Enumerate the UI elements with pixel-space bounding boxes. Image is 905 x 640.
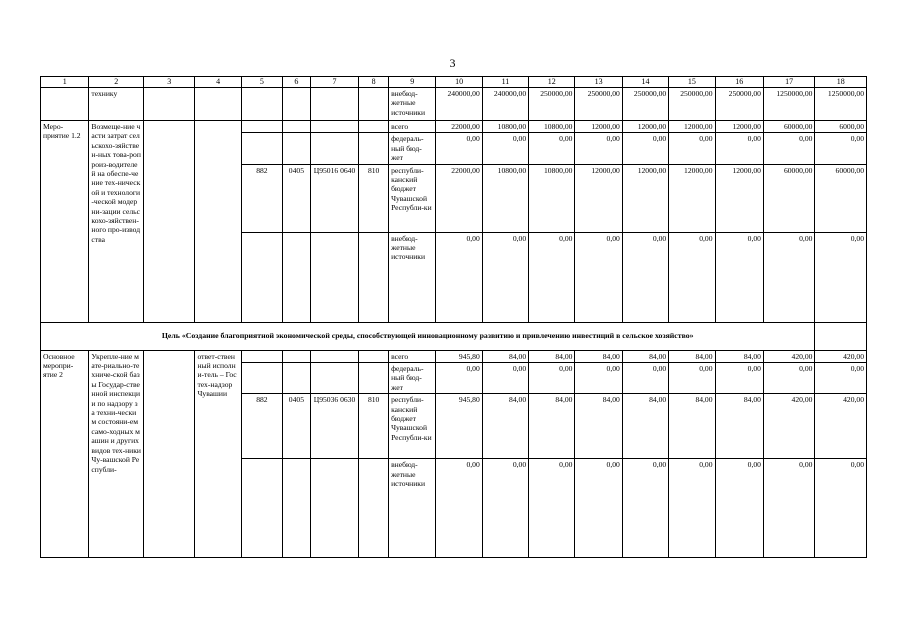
table-row — [41, 88, 867, 121]
empty-cell — [359, 363, 389, 394]
page-number: 3 — [449, 56, 456, 70]
header-cell: 12 — [529, 77, 575, 88]
empty-cell — [241, 232, 282, 322]
funding-source: республи-канский бюджет Чувашской Республи-ки — [389, 394, 436, 459]
value-cell: 0,00 — [763, 459, 814, 558]
value-cell: 0,00 — [669, 133, 715, 164]
event-description: Укрепле-ние мате-риально-техниче-ской базы Государ-ственной инспекции по надзору за техни-ческим состояни-ем само-ходных машин и других видов тех-ники Чу-вашской Республи- — [89, 350, 144, 558]
value-cell: 420,00 — [763, 394, 814, 459]
value-cell: 0,00 — [436, 363, 482, 394]
value-cell: 250000,00 — [669, 88, 715, 121]
value-cell: 0,00 — [763, 363, 814, 394]
value-cell: 420,00 — [763, 350, 814, 362]
code-grbs: 882 — [241, 164, 282, 232]
header-cell: 11 — [482, 77, 528, 88]
value-cell: 84,00 — [575, 394, 622, 459]
value-cell: 22000,00 — [436, 164, 482, 232]
value-cell: 84,00 — [529, 394, 575, 459]
value-cell: 10800,00 — [482, 164, 528, 232]
value-cell: 0,00 — [622, 459, 668, 558]
empty-cell — [815, 322, 867, 350]
empty-cell — [143, 350, 194, 558]
value-cell: 1250000,00 — [815, 88, 867, 121]
empty-cell — [359, 133, 389, 164]
value-cell: 84,00 — [669, 350, 715, 362]
value-cell: 0,00 — [482, 363, 528, 394]
value-cell: 84,00 — [715, 394, 763, 459]
empty-cell — [310, 350, 358, 362]
value-cell: 12000,00 — [575, 164, 622, 232]
value-cell: 0,00 — [529, 133, 575, 164]
value-cell: 0,00 — [669, 232, 715, 322]
value-cell: 0,00 — [715, 232, 763, 322]
empty-cell — [310, 88, 358, 121]
value-cell: 0,00 — [715, 363, 763, 394]
code-section: 0405 — [283, 164, 311, 232]
value-cell: 0,00 — [715, 459, 763, 558]
header-cell: 18 — [815, 77, 867, 88]
goal-row — [41, 322, 867, 350]
value-cell: 420,00 — [815, 394, 867, 459]
value-cell: 0,00 — [436, 133, 482, 164]
value-cell: 250000,00 — [715, 88, 763, 121]
funding-source: федераль-ный бюд-жет — [389, 133, 436, 164]
value-cell: 0,00 — [482, 133, 528, 164]
empty-cell — [310, 459, 358, 558]
value-cell: 250000,00 — [622, 88, 668, 121]
goal-heading: Цель «Создание благоприятной экономической среды, способствующей инновационному развитию и привлечению инвестиций в сельское хозяйство» — [41, 322, 815, 350]
value-cell: 84,00 — [529, 350, 575, 362]
value-cell: 0,00 — [529, 459, 575, 558]
value-cell: 250000,00 — [529, 88, 575, 121]
value-cell: 945,80 — [436, 350, 482, 362]
value-cell: 10800,00 — [482, 121, 528, 133]
responsible-executor: ответ-ственный исполни-тель – Гостех-надзор Чувашии — [195, 350, 241, 558]
event-description: технику — [89, 88, 144, 121]
event-number: Меро-приятие 1.2 — [41, 121, 89, 323]
empty-cell — [241, 459, 282, 558]
header-cell: 1 — [41, 77, 89, 88]
event-number: Основное меропри-ятие 2 — [41, 350, 89, 558]
value-cell: 60000,00 — [763, 121, 814, 133]
value-cell: 84,00 — [715, 350, 763, 362]
header-cell: 2 — [89, 77, 144, 88]
value-cell: 0,00 — [529, 232, 575, 322]
header-cell: 5 — [241, 77, 282, 88]
empty-cell — [195, 121, 241, 323]
value-cell: 84,00 — [482, 394, 528, 459]
header-cell: 13 — [575, 77, 622, 88]
value-cell: 250000,00 — [575, 88, 622, 121]
empty-cell — [241, 363, 282, 394]
value-cell: 0,00 — [575, 459, 622, 558]
empty-cell — [359, 232, 389, 322]
code-expense-type: 810 — [359, 164, 389, 232]
funding-source: республи-канский бюджет Чувашской Республи-ки — [389, 164, 436, 232]
value-cell: 84,00 — [575, 350, 622, 362]
value-cell: 0,00 — [815, 363, 867, 394]
value-cell: 12000,00 — [669, 164, 715, 232]
value-cell: 84,00 — [622, 350, 668, 362]
empty-cell — [359, 459, 389, 558]
header-cell: 7 — [310, 77, 358, 88]
value-cell: 0,00 — [575, 232, 622, 322]
value-cell: 84,00 — [669, 394, 715, 459]
budget-table — [40, 76, 867, 558]
empty-cell — [359, 88, 389, 121]
empty-cell — [359, 121, 389, 133]
empty-cell — [359, 350, 389, 362]
empty-cell — [283, 121, 311, 133]
funding-source: всего — [389, 350, 436, 362]
empty-cell — [241, 350, 282, 362]
value-cell: 22000,00 — [436, 121, 482, 133]
value-cell: 0,00 — [482, 459, 528, 558]
header-cell: 8 — [359, 77, 389, 88]
header-cell: 17 — [763, 77, 814, 88]
table-row — [41, 121, 867, 133]
value-cell: 60000,00 — [815, 164, 867, 232]
funding-source: внебюд-жетные источники — [389, 459, 436, 558]
header-cell: 4 — [195, 77, 241, 88]
header-row — [41, 77, 867, 88]
value-cell: 240000,00 — [436, 88, 482, 121]
empty-cell — [241, 133, 282, 164]
value-cell: 10800,00 — [529, 121, 575, 133]
value-cell: 0,00 — [815, 232, 867, 322]
value-cell: 0,00 — [715, 133, 763, 164]
value-cell: 12000,00 — [669, 121, 715, 133]
value-cell: 0,00 — [669, 363, 715, 394]
value-cell: 0,00 — [669, 459, 715, 558]
value-cell: 0,00 — [575, 133, 622, 164]
value-cell: 0,00 — [622, 232, 668, 322]
header-cell: 14 — [622, 77, 668, 88]
empty-cell — [195, 88, 241, 121]
value-cell: 0,00 — [815, 459, 867, 558]
value-cell: 84,00 — [482, 350, 528, 362]
empty-cell — [283, 133, 311, 164]
empty-cell — [310, 232, 358, 322]
value-cell: 0,00 — [622, 363, 668, 394]
value-cell: 12000,00 — [715, 121, 763, 133]
header-cell: 10 — [436, 77, 482, 88]
event-description: Возмеще-ние части затрат сельскохо-зяйствен-ных това-ропроиз-водителей на обеспе-чение тех-нической и технологи-ческой модерни-зации сельскохо-зяйствен-ного про-изводства — [89, 121, 144, 323]
header-cell: 9 — [389, 77, 436, 88]
value-cell: 12000,00 — [622, 164, 668, 232]
empty-cell — [41, 88, 89, 121]
value-cell: 0,00 — [763, 133, 814, 164]
code-grbs: 882 — [241, 394, 282, 459]
value-cell: 10800,00 — [529, 164, 575, 232]
empty-cell — [310, 363, 358, 394]
code-section: 0405 — [283, 394, 311, 459]
value-cell: 12000,00 — [575, 121, 622, 133]
funding-source: внебюд-жетные источники — [389, 232, 436, 322]
code-target-article: Ц95036 0630 — [310, 394, 358, 459]
empty-cell — [283, 232, 311, 322]
empty-cell — [310, 133, 358, 164]
value-cell: 0,00 — [763, 232, 814, 322]
value-cell: 6000,00 — [815, 121, 867, 133]
funding-source: всего — [389, 121, 436, 133]
value-cell: 12000,00 — [715, 164, 763, 232]
empty-cell — [283, 363, 311, 394]
empty-cell — [241, 88, 282, 121]
value-cell: 0,00 — [482, 232, 528, 322]
header-cell: 15 — [669, 77, 715, 88]
funding-source: внебюд-жетные источники — [389, 88, 436, 121]
empty-cell — [283, 350, 311, 362]
value-cell: 420,00 — [815, 350, 867, 362]
value-cell: 84,00 — [622, 394, 668, 459]
funding-source: федераль-ный бюд-жет — [389, 363, 436, 394]
value-cell: 0,00 — [815, 133, 867, 164]
empty-cell — [283, 88, 311, 121]
value-cell: 0,00 — [436, 459, 482, 558]
table-row — [41, 350, 867, 362]
header-cell: 16 — [715, 77, 763, 88]
code-expense-type: 810 — [359, 394, 389, 459]
empty-cell — [310, 121, 358, 133]
value-cell: 0,00 — [436, 232, 482, 322]
value-cell: 0,00 — [529, 363, 575, 394]
code-target-article: Ц95016 0640 — [310, 164, 358, 232]
empty-cell — [143, 88, 194, 121]
header-cell: 6 — [283, 77, 311, 88]
value-cell: 0,00 — [622, 133, 668, 164]
value-cell: 1250000,00 — [763, 88, 814, 121]
empty-cell — [143, 121, 194, 323]
header-cell: 3 — [143, 77, 194, 88]
value-cell: 0,00 — [575, 363, 622, 394]
value-cell: 60000,00 — [763, 164, 814, 232]
value-cell: 240000,00 — [482, 88, 528, 121]
value-cell: 945,80 — [436, 394, 482, 459]
empty-cell — [241, 121, 282, 133]
value-cell: 12000,00 — [622, 121, 668, 133]
empty-cell — [283, 459, 311, 558]
